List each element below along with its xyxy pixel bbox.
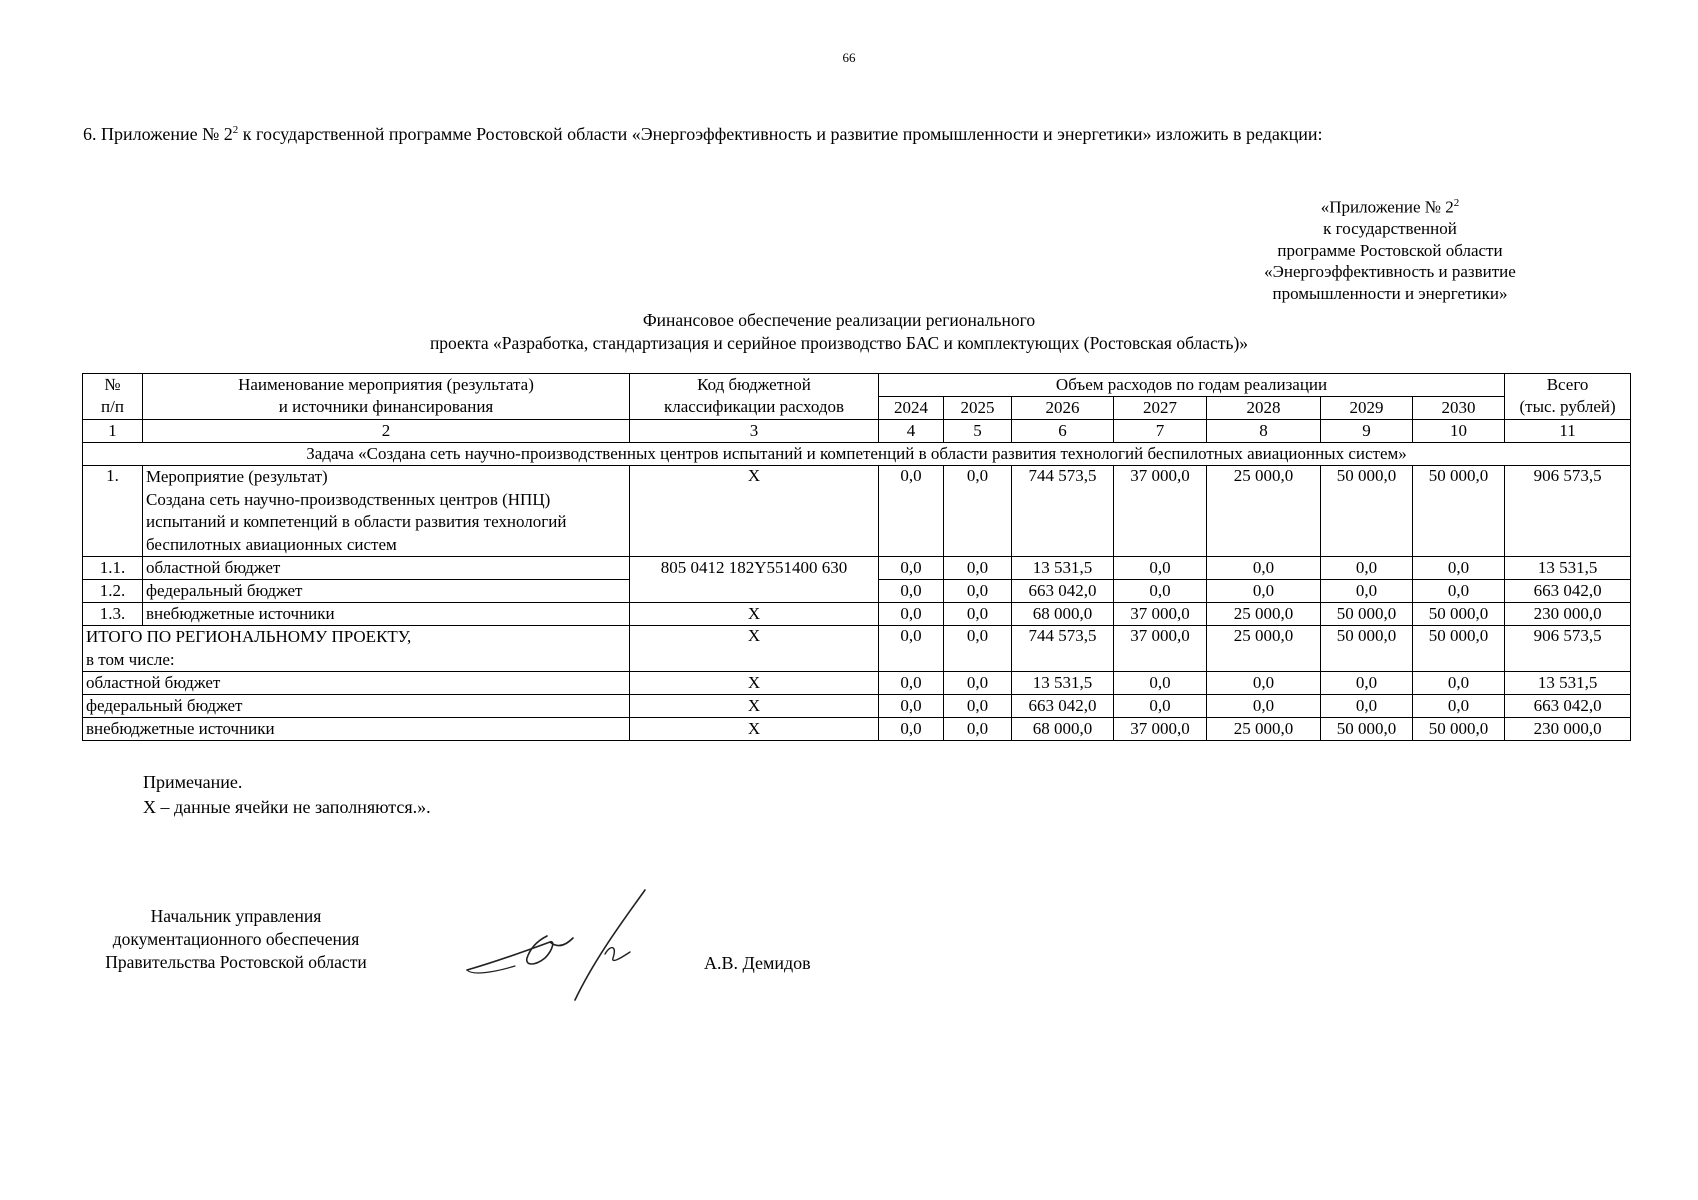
column-number: 4 bbox=[879, 420, 944, 443]
task-text: Задача «Создана сеть научно-производственных центров испытаний и компетенций в области развития технологий беспилотных авиационных систем» bbox=[83, 443, 1631, 466]
total-cell: 230 000,0 bbox=[1505, 718, 1631, 741]
value-cell: 0,0 bbox=[944, 626, 1012, 672]
value-cell: 0,0 bbox=[1207, 557, 1321, 580]
budget-code: Х bbox=[630, 672, 879, 695]
value-cell: 663 042,0 bbox=[1012, 695, 1114, 718]
source-name: внебюджетные источники bbox=[83, 718, 630, 741]
source-name: областной бюджет bbox=[83, 672, 630, 695]
value-cell: 0,0 bbox=[879, 695, 944, 718]
header-name bbox=[143, 374, 630, 420]
value-cell: 0,0 bbox=[1413, 580, 1505, 603]
column-number: 10 bbox=[1413, 420, 1505, 443]
value-cell: 744 573,5 bbox=[1012, 626, 1114, 672]
signer-line-1: Начальник управления bbox=[150, 906, 322, 926]
header-code-line-1: Код бюджетной bbox=[697, 375, 811, 394]
signer-line-3: Правительства Ростовской области bbox=[105, 952, 367, 972]
header-num-line-2: п/п bbox=[101, 397, 124, 416]
value-cell: 50 000,0 bbox=[1413, 603, 1505, 626]
value-cell: 50 000,0 bbox=[1413, 466, 1505, 557]
total-cell: 13 531,5 bbox=[1505, 557, 1631, 580]
total-row bbox=[83, 626, 1631, 672]
column-number-row bbox=[83, 420, 1631, 443]
appendix-header bbox=[1190, 193, 1590, 304]
row-number: 1. bbox=[83, 466, 143, 557]
value-cell: 25 000,0 bbox=[1207, 603, 1321, 626]
source-name: федеральный бюджет bbox=[143, 580, 630, 603]
total-cell: 906 573,5 bbox=[1505, 626, 1631, 672]
note-text: Х – данные ячейки не заполняются.». bbox=[143, 797, 431, 817]
value-cell: 13 531,5 bbox=[1012, 672, 1114, 695]
value-cell: 0,0 bbox=[1413, 672, 1505, 695]
value-cell: 0,0 bbox=[879, 580, 944, 603]
value-cell: 0,0 bbox=[1114, 672, 1207, 695]
signer-name: А.В. Демидов bbox=[704, 953, 811, 973]
value-cell: 37 000,0 bbox=[1114, 603, 1207, 626]
header-code bbox=[630, 374, 879, 420]
financing-table bbox=[82, 373, 1631, 741]
value-cell: 0,0 bbox=[1321, 695, 1413, 718]
value-cell: 744 573,5 bbox=[1012, 466, 1114, 557]
appendix-line-4: «Энергоэффективность и развитие bbox=[1264, 262, 1516, 282]
value-cell: 0,0 bbox=[944, 580, 1012, 603]
value-cell: 37 000,0 bbox=[1114, 466, 1207, 557]
signer-line-2: документационного обеспечения bbox=[112, 929, 360, 949]
intro-paragraph bbox=[83, 124, 1323, 145]
appendix-line-5: промышленности и энергетики» bbox=[1272, 283, 1508, 303]
event-name-label: Мероприятие (результат) bbox=[146, 467, 328, 486]
column-number: 3 bbox=[630, 420, 879, 443]
header-num-line-1: № bbox=[104, 375, 121, 394]
value-cell: 0,0 bbox=[944, 603, 1012, 626]
sub-row bbox=[83, 557, 1631, 580]
value-cell: 0,0 bbox=[944, 557, 1012, 580]
value-cell: 50 000,0 bbox=[1321, 718, 1413, 741]
total-sub-row bbox=[83, 695, 1631, 718]
value-cell: 25 000,0 bbox=[1207, 466, 1321, 557]
column-number: 1 bbox=[83, 420, 143, 443]
value-cell: 0,0 bbox=[879, 603, 944, 626]
source-name: внебюджетные источники bbox=[143, 603, 630, 626]
total-cell: 663 042,0 bbox=[1505, 580, 1631, 603]
value-cell: 0,0 bbox=[1114, 580, 1207, 603]
header-total-line-1: Всего bbox=[1546, 375, 1589, 394]
header-year: 2030 bbox=[1413, 397, 1505, 420]
value-cell: 0,0 bbox=[1207, 580, 1321, 603]
task-row bbox=[83, 443, 1631, 466]
value-cell: 0,0 bbox=[1114, 695, 1207, 718]
header-year: 2029 bbox=[1321, 397, 1413, 420]
header-code-line-2: классификации расходов bbox=[663, 397, 845, 416]
event-name-text: Создана сеть научно-производственных центров (НПЦ) испытаний и компетенций в области развития технологий беспилотных авиационных систем bbox=[146, 489, 567, 554]
source-name: федеральный бюджет bbox=[83, 695, 630, 718]
document-title bbox=[0, 309, 1698, 355]
value-cell: 37 000,0 bbox=[1114, 626, 1207, 672]
value-cell: 0,0 bbox=[879, 718, 944, 741]
value-cell: 0,0 bbox=[1321, 580, 1413, 603]
total-name-line-2: в том числе: bbox=[86, 649, 175, 669]
header-total-line-2: (тыс. рублей) bbox=[1519, 397, 1616, 416]
intro-superscript: 2 bbox=[232, 124, 239, 136]
intro-text-before: 6. Приложение № 2 bbox=[83, 124, 233, 144]
value-cell: 0,0 bbox=[1114, 557, 1207, 580]
total-cell: 906 573,5 bbox=[1505, 466, 1631, 557]
header-year: 2027 bbox=[1114, 397, 1207, 420]
total-cell: 230 000,0 bbox=[1505, 603, 1631, 626]
column-number: 6 bbox=[1012, 420, 1114, 443]
appendix-line-1-text: «Приложение № 2 bbox=[1320, 197, 1454, 217]
total-sub-row bbox=[83, 672, 1631, 695]
value-cell: 0,0 bbox=[1413, 557, 1505, 580]
value-cell: 50 000,0 bbox=[1321, 603, 1413, 626]
event-row bbox=[83, 466, 1631, 557]
total-cell: 13 531,5 bbox=[1505, 672, 1631, 695]
value-cell: 0,0 bbox=[1207, 672, 1321, 695]
value-cell: 50 000,0 bbox=[1413, 718, 1505, 741]
appendix-superscript: 2 bbox=[1453, 197, 1460, 209]
column-number: 11 bbox=[1505, 420, 1631, 443]
header-year: 2026 bbox=[1012, 397, 1114, 420]
budget-code: Х bbox=[630, 626, 879, 672]
value-cell: 0,0 bbox=[879, 626, 944, 672]
column-number: 8 bbox=[1207, 420, 1321, 443]
value-cell: 0,0 bbox=[879, 672, 944, 695]
handwritten-signature bbox=[455, 888, 655, 1003]
value-cell: 0,0 bbox=[944, 718, 1012, 741]
value-cell: 37 000,0 bbox=[1114, 718, 1207, 741]
budget-code: Х bbox=[630, 718, 879, 741]
note-label: Примечание. bbox=[143, 772, 243, 792]
header-year: 2024 bbox=[879, 397, 944, 420]
appendix-line-1 bbox=[1190, 193, 1590, 218]
value-cell: 0,0 bbox=[1413, 695, 1505, 718]
source-name: областной бюджет bbox=[143, 557, 630, 580]
appendix-line-2: к государственной bbox=[1323, 219, 1457, 239]
value-cell: 0,0 bbox=[944, 672, 1012, 695]
total-sub-row bbox=[83, 718, 1631, 741]
header-years-title: Объем расходов по годам реализации bbox=[879, 374, 1505, 397]
value-cell: 50 000,0 bbox=[1321, 466, 1413, 557]
value-cell: 0,0 bbox=[944, 466, 1012, 557]
total-name-line-1: ИТОГО ПО РЕГИОНАЛЬНОМУ ПРОЕКТУ, bbox=[86, 627, 412, 646]
header-num bbox=[83, 374, 143, 420]
appendix-line-3: программе Ростовской области bbox=[1277, 240, 1503, 260]
intro-text-after: к государственной программе Ростовской области «Энергоэффективность и развитие промышленности и энергетики» изложить в редакции: bbox=[238, 124, 1323, 144]
header-row-1 bbox=[83, 374, 1631, 397]
value-cell: 25 000,0 bbox=[1207, 718, 1321, 741]
header-year: 2028 bbox=[1207, 397, 1321, 420]
title-line-1: Финансовое обеспечение реализации регионального bbox=[642, 310, 1036, 330]
event-name bbox=[143, 466, 630, 557]
row-number: 1.1. bbox=[83, 557, 143, 580]
header-year: 2025 bbox=[944, 397, 1012, 420]
header-name-line-2: и источники финансирования bbox=[278, 397, 494, 416]
budget-code: 805 0412 182Y551400 630 bbox=[630, 557, 879, 603]
value-cell: 13 531,5 bbox=[1012, 557, 1114, 580]
signer-title bbox=[80, 905, 392, 974]
sub-row bbox=[83, 603, 1631, 626]
value-cell: 0,0 bbox=[879, 466, 944, 557]
total-cell: 663 042,0 bbox=[1505, 695, 1631, 718]
value-cell: 50 000,0 bbox=[1413, 626, 1505, 672]
value-cell: 663 042,0 bbox=[1012, 580, 1114, 603]
budget-code: Х bbox=[630, 695, 879, 718]
value-cell: 0,0 bbox=[1207, 695, 1321, 718]
column-number: 5 bbox=[944, 420, 1012, 443]
value-cell: 0,0 bbox=[944, 695, 1012, 718]
value-cell: 68 000,0 bbox=[1012, 718, 1114, 741]
value-cell: 0,0 bbox=[1321, 672, 1413, 695]
row-number: 1.3. bbox=[83, 603, 143, 626]
page-number: 66 bbox=[842, 50, 856, 65]
total-name bbox=[83, 626, 630, 672]
budget-code: Х bbox=[630, 466, 879, 557]
header-name-line-1: Наименование мероприятия (результата) bbox=[238, 375, 534, 394]
header-total bbox=[1505, 374, 1631, 420]
title-line-2: проекта «Разработка, стандартизация и серийное производство БАС и комплектующих (Ростовская область)» bbox=[429, 333, 1249, 353]
column-number: 9 bbox=[1321, 420, 1413, 443]
column-number: 2 bbox=[143, 420, 630, 443]
budget-code: Х bbox=[630, 603, 879, 626]
value-cell: 25 000,0 bbox=[1207, 626, 1321, 672]
row-number: 1.2. bbox=[83, 580, 143, 603]
note-block bbox=[143, 770, 431, 820]
column-number: 7 bbox=[1114, 420, 1207, 443]
value-cell: 50 000,0 bbox=[1321, 626, 1413, 672]
value-cell: 68 000,0 bbox=[1012, 603, 1114, 626]
value-cell: 0,0 bbox=[1321, 557, 1413, 580]
value-cell: 0,0 bbox=[879, 557, 944, 580]
